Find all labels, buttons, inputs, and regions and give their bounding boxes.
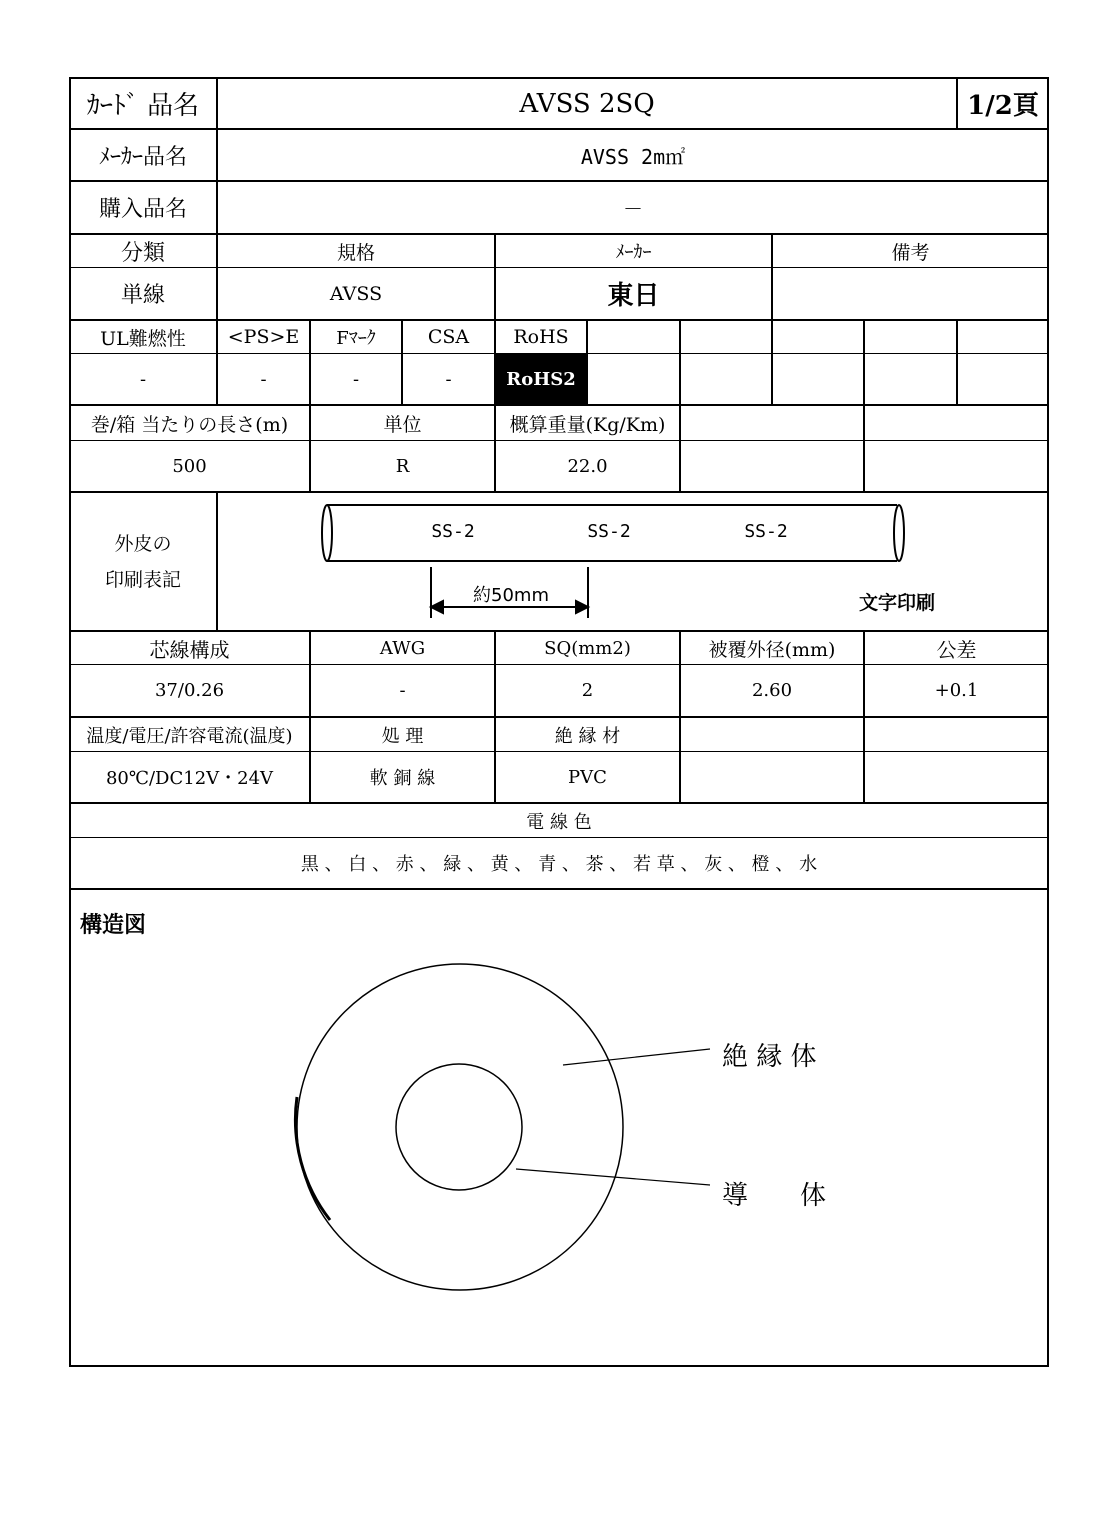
category-label: 分類	[120, 240, 165, 266]
temp-voltage-label: 温度/電圧/許容電流(温度)	[86, 725, 293, 747]
cross-section-drawing	[295, 964, 710, 1290]
remarks-label: 備考	[891, 241, 930, 264]
cert-label-csa: CSA	[427, 326, 470, 348]
card-name-value: AVSS 2SQ	[519, 88, 655, 119]
cert-label-pse: <PS>E	[227, 326, 300, 348]
purchase-name-value: －	[623, 197, 643, 221]
length-value: 500	[172, 455, 207, 477]
insulation-label: 絶 縁 材	[554, 725, 621, 747]
unit-label: 単位	[383, 413, 422, 436]
card-name-label: ｶｰﾄﾞ 品名	[86, 91, 200, 121]
tolerance-value: +0.1	[934, 680, 979, 701]
awg-value: -	[399, 680, 406, 701]
maker-name-label: ﾒｰｶｰ品名	[98, 144, 187, 170]
temp-voltage-value: 80℃/DC12V・24V	[105, 768, 274, 789]
sq-label: SQ(mm2)	[544, 637, 631, 659]
weight-label: 概算重量(Kg/Km)	[509, 413, 666, 436]
print-mark-2: SS-2	[587, 520, 631, 542]
treatment-value: 軟 銅 線	[369, 768, 436, 789]
tolerance-label: 公差	[936, 637, 977, 662]
printing-label-line1: 外皮の	[114, 532, 172, 555]
standard-label: 規格	[336, 241, 375, 264]
cert-value-f-mark: -	[352, 368, 360, 390]
print-mark-3: SS-2	[744, 520, 788, 542]
page-number: 1/2頁	[967, 91, 1039, 121]
cert-label-rohs: RoHS	[513, 326, 569, 348]
length-label: 巻/箱 当たりの長さ(m)	[90, 413, 289, 436]
cert-value-pse: -	[260, 368, 267, 390]
outer-diameter-value: 2.60	[751, 680, 793, 701]
structure-title: 構造図	[80, 912, 147, 938]
maker-value: 東日	[607, 281, 660, 311]
cert-value-rohs: RoHS2	[496, 354, 586, 404]
print-method: 文字印刷	[858, 591, 935, 614]
maker-name-value: AVSS 2m㎡	[580, 144, 686, 169]
core-value: 37/0.26	[154, 680, 225, 701]
interval-label: 約50mm	[473, 585, 549, 606]
conductor-callout: 導 体	[722, 1180, 827, 1211]
cert-value-csa: -	[445, 368, 452, 390]
core-label: 芯線構成	[149, 637, 230, 662]
insulation-callout: 絶 縁 体	[722, 1041, 817, 1072]
category-value: 単線	[120, 283, 165, 308]
treatment-label: 処 理	[381, 725, 424, 747]
wire-color-label: 電 線 色	[526, 811, 592, 833]
awg-label: AWG	[379, 637, 426, 659]
purchase-name-label: 購入品名	[98, 197, 187, 222]
outer-diameter-label: 被覆外径(mm)	[708, 638, 836, 661]
cert-value-ul: -	[139, 368, 147, 390]
standard-value: AVSS	[329, 282, 383, 305]
unit-value: R	[395, 455, 410, 477]
insulation-value: PVC	[568, 766, 607, 788]
printing-label-line2: 印刷表記	[104, 568, 181, 591]
print-mark-1: SS-2	[431, 520, 475, 542]
wire-color-value: 黒 、 白 、 赤 、 緑 、 黄 、 青 、 茶 、 若 草 、 灰 、 橙 、 水	[300, 854, 818, 875]
sq-value: 2	[581, 680, 594, 701]
cert-label-ul: UL難燃性	[100, 327, 186, 350]
cert-label-f-mark: Fﾏｰｸ	[336, 328, 376, 349]
weight-value: 22.0	[567, 455, 608, 477]
maker-label: ﾒｰｶｰ	[615, 242, 652, 263]
